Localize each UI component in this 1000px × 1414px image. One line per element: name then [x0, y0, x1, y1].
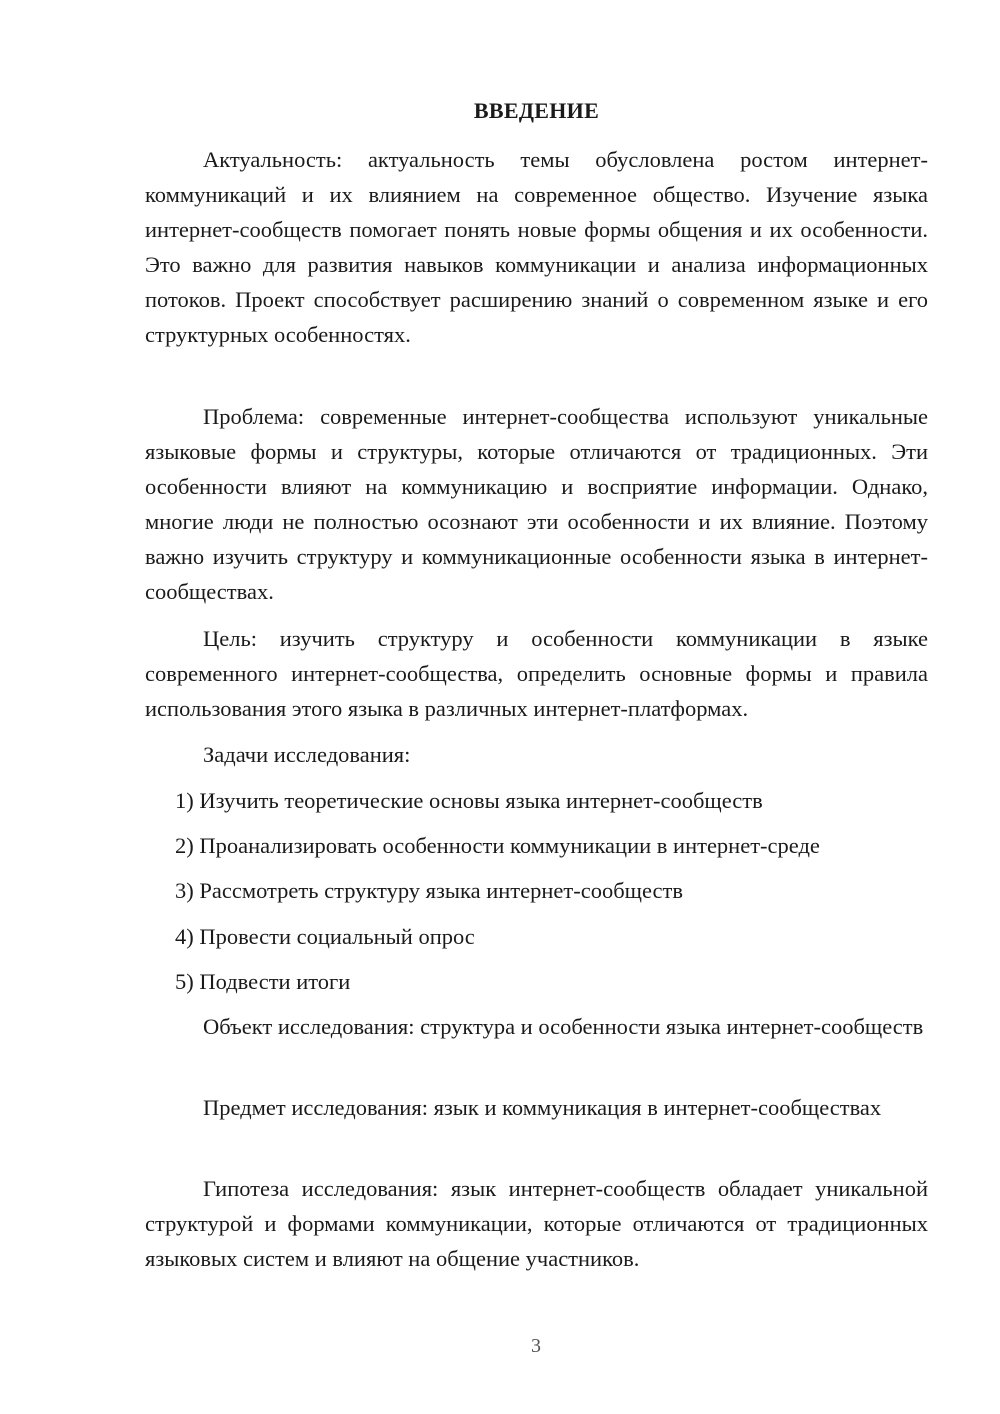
task-item-2: 2) Проанализировать особенности коммуникации в интернет-среде: [175, 833, 820, 858]
object-paragraph: Объект исследования: структура и особенности языка интернет-сообществ: [203, 1014, 924, 1039]
hypothesis-paragraph: Гипотеза исследования: язык интернет-сообществ обладает уникальной структурой и формами коммуникации, которые отличаются от традиционных языковых систем и влияют на общение участников.: [145, 1176, 928, 1271]
task-item-5: 5) Подвести итоги: [175, 969, 351, 994]
task-item-3: 3) Рассмотреть структуру языка интернет-сообществ: [175, 878, 683, 903]
task-item-1: 1) Изучить теоретические основы языка интернет-сообществ: [175, 788, 763, 813]
problem-paragraph: Проблема: современные интернет-сообщества используют уникальные языковые формы и структуры, которые отличаются от традиционных. Эти особенности влияют на коммуникацию и восприятие информации. Однако, многие люди не полностью осознают эти особенности и их влияние. Поэтому важно изучить структуру и коммуникационные особенности языка в интернет-сообществах.: [145, 404, 928, 604]
relevance-paragraph: Актуальность: актуальность темы обусловлена ростом интернет-коммуникаций и их влиянием на современное общество. Изучение языка интернет-сообществ помогает понять новые формы общения и их особенности. Это важно для развития навыков коммуникации и анализа информационных потоков. Проект способствует расширению знаний о современном языке и его структурных особенностях.: [145, 147, 928, 347]
page-number: 3: [531, 1335, 541, 1357]
subject-paragraph: Предмет исследования: язык и коммуникация в интернет-сообществах: [203, 1095, 882, 1120]
task-item-4: 4) Провести социальный опрос: [175, 924, 475, 949]
tasks-heading: Задачи исследования:: [203, 742, 411, 767]
page-title: ВВЕДЕНИЕ: [473, 98, 600, 123]
goal-paragraph: Цель: изучить структуру и особенности коммуникации в языке современного интернет-сообщества, определить основные формы и правила использования этого языка в различных интернет-платформах.: [145, 626, 928, 721]
